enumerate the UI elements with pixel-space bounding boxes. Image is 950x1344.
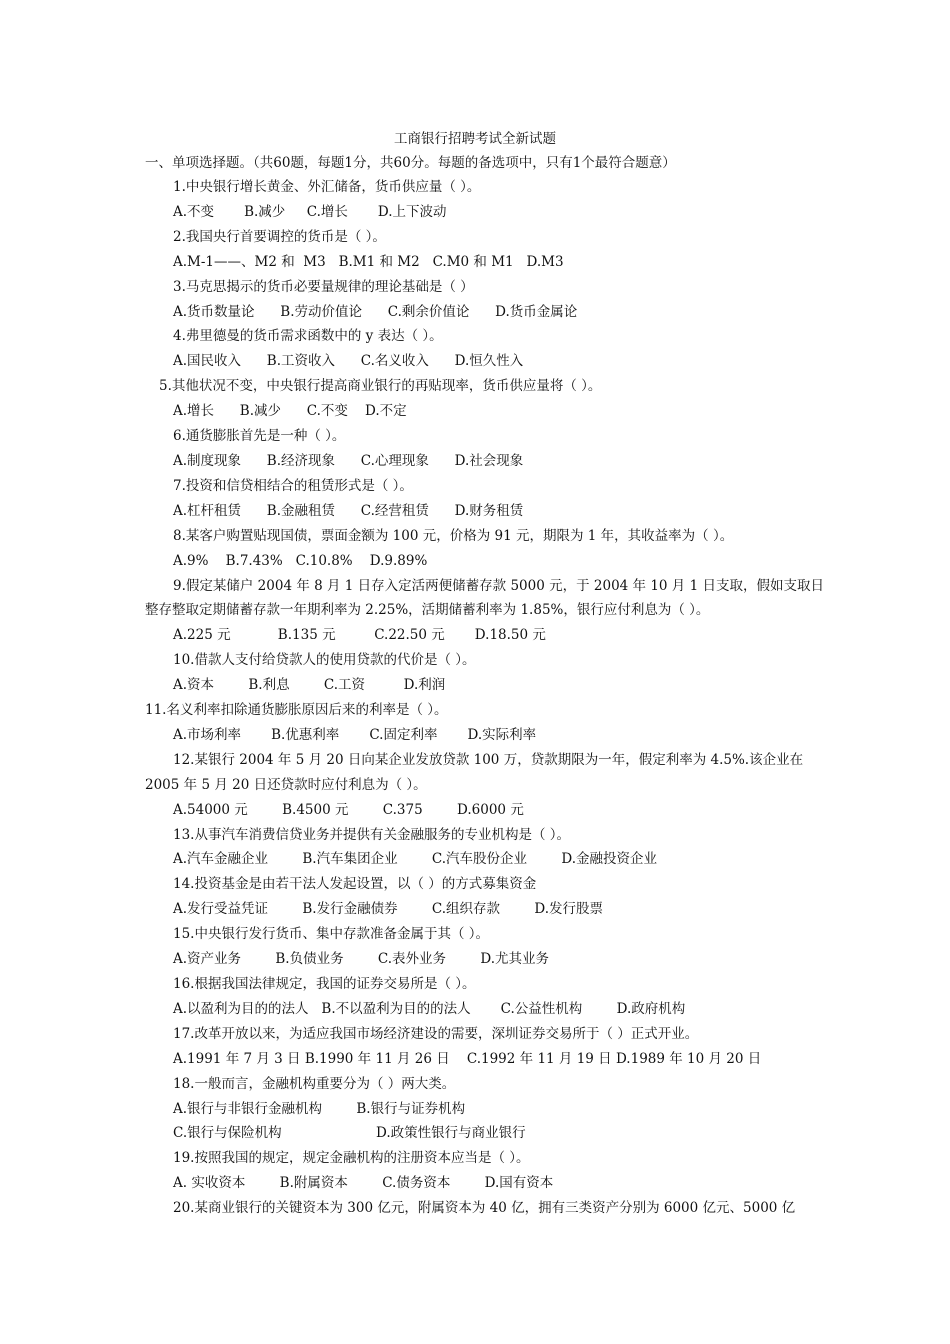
question-stem: 2.我国央行首要调控的货币是（ ）。: [173, 228, 386, 245]
question-options: A.杠杆租赁 B.金融租赁 C.经营租赁 D.财务租赁: [173, 502, 524, 519]
question-stem: 3.马克思揭示的货币必要量规律的理论基础是（ ）: [173, 278, 474, 295]
question-options: A.增长 B.减少 C.不变 D.不定: [173, 403, 407, 420]
question-options: A.货币数量论 B.劳动价值论 C.剩余价值论 D.货币金属论: [173, 303, 578, 320]
question-options: C.银行与保险机构 D.政策性银行与商业银行: [173, 1125, 526, 1142]
section-intro: 一、单项选择题。（共60题，每题1分，共60分。每题的备选项中，只有1个最符合题意）: [145, 155, 676, 171]
question-options: A.制度现象 B.经济现象 C.心理现象 D.社会现象: [173, 452, 524, 469]
question-stem: 9.假定某储户 2004 年 8 月 1 日存入定活两便储蓄存款 5000 元，于 2004 年 10 月 1 日支取，假如支取日: [173, 577, 824, 594]
question-stem: 10.借款人支付给贷款人的使用贷款的代价是（ ）。: [173, 652, 476, 669]
question-stem: 20.某商业银行的关键资本为 300 亿元，附属资本为 40 亿，拥有三类资产分别为 6000 亿元、5000 亿: [173, 1200, 796, 1217]
question-options: A.市场利率 B.优惠利率 C.固定利率 D.实际利率: [173, 726, 537, 743]
question-options: A. 实收资本 B.附属资本 C.债务资本 D.国有资本: [173, 1175, 554, 1192]
question-stem: 13.从事汽车消费信贷业务并提供有关金融服务的专业机构是（ ）。: [173, 826, 571, 843]
question-stem: 6.通货膨胀首先是一种（ ）。: [173, 428, 346, 445]
question-options: A.资产业务 B.负债业务 C.表外业务 D.尤其业务: [173, 951, 550, 968]
question-stem: 15.中央银行发行货币、集中存款准备金属于其（ ）。: [173, 926, 490, 943]
question-stem-continued: 整存整取定期储蓄存款一年期利率为 2.25%，活期储蓄利率为 1.85%，银行应付利息为（ ）。: [145, 602, 710, 619]
question-options: A.M-1——、M2 和 M3 B.M1 和 M2 C.M0 和 M1 D.M3: [173, 253, 564, 270]
question-options: A.资本 B.利息 C.工资 D.利润: [173, 677, 446, 694]
question-options: A.银行与非银行金融机构 B.银行与证券机构: [173, 1100, 466, 1117]
question-stem: 19.按照我国的规定，规定金融机构的注册资本应当是（ ）。: [173, 1150, 530, 1167]
question-stem: 4.弗里德曼的货币需求函数中的 y 表达（ ）。: [173, 328, 443, 345]
question-stem-continued: 2005 年 5 月 20 日还贷款时应付利息为（ ）。: [145, 776, 427, 793]
question-stem: 17.改革开放以来，为适应我国市场经济建设的需要，深圳证券交易所于（ ）正式开业。: [173, 1025, 699, 1042]
question-options: A.9% B.7.43% C.10.8% D.9.89%: [173, 552, 428, 569]
question-stem: 12.某银行 2004 年 5 月 20 日向某企业发放贷款 100 万，贷款期限为一年，假定利率为 4.5%.该企业在: [173, 751, 804, 768]
question-options: A.54000 元 B.4500 元 C.375 D.6000 元: [173, 801, 524, 818]
question-options: A.发行受益凭证 B.发行金融债券 C.组织存款 D.发行股票: [173, 901, 604, 918]
question-options: A.以盈利为目的的法人 B.不以盈利为目的的法人 C.公益性机构 D.政府机构: [173, 1000, 686, 1017]
question-stem: 14.投资基金是由若干法人发起设置，以（ ）的方式募集资金: [173, 876, 537, 893]
question-stem: 5.其他状况不变，中央银行提高商业银行的再贴现率，货币供应量将（ ）。: [159, 378, 602, 395]
question-list: [145, 175, 824, 1221]
question-options: A.不变 B.减少 C.增长 D.上下波动: [173, 203, 447, 220]
question-options: A.225 元 B.135 元 C.22.50 元 D.18.50 元: [173, 627, 546, 644]
question-options: A.1991 年 7 月 3 日 B.1990 年 11 月 26 日 C.1992 年 11 月 19 日 D.1989 年 10 月 20 日: [173, 1050, 762, 1067]
question-stem: 7.投资和信贷相结合的租赁形式是（ ）。: [173, 477, 413, 494]
question-stem: 11.名义利率扣除通货膨胀原因后来的利率是（ ）。: [145, 702, 448, 719]
question-stem: 18.一般而言，金融机构重要分为（ ）两大类。: [173, 1075, 456, 1092]
question-options: A.国民收入 B.工资收入 C.名义收入 D.恒久性入: [173, 353, 524, 370]
question-stem: 8.某客户购置贴现国债，票面金额为 100 元，价格为 91 元，期限为 1 年，其收益率为（ ）。: [173, 527, 734, 544]
question-options: A.汽车金融企业 B.汽车集团企业 C.汽车股份企业 D.金融投资企业: [173, 851, 658, 868]
question-stem: 16.根据我国法律规定，我国的证券交易所是（ ）。: [173, 976, 476, 992]
question-stem: 1.中央银行增长黄金、外汇储备，货币供应量（ ）。: [173, 179, 481, 195]
document-title: 工商银行招聘考试全新试题: [394, 131, 556, 147]
